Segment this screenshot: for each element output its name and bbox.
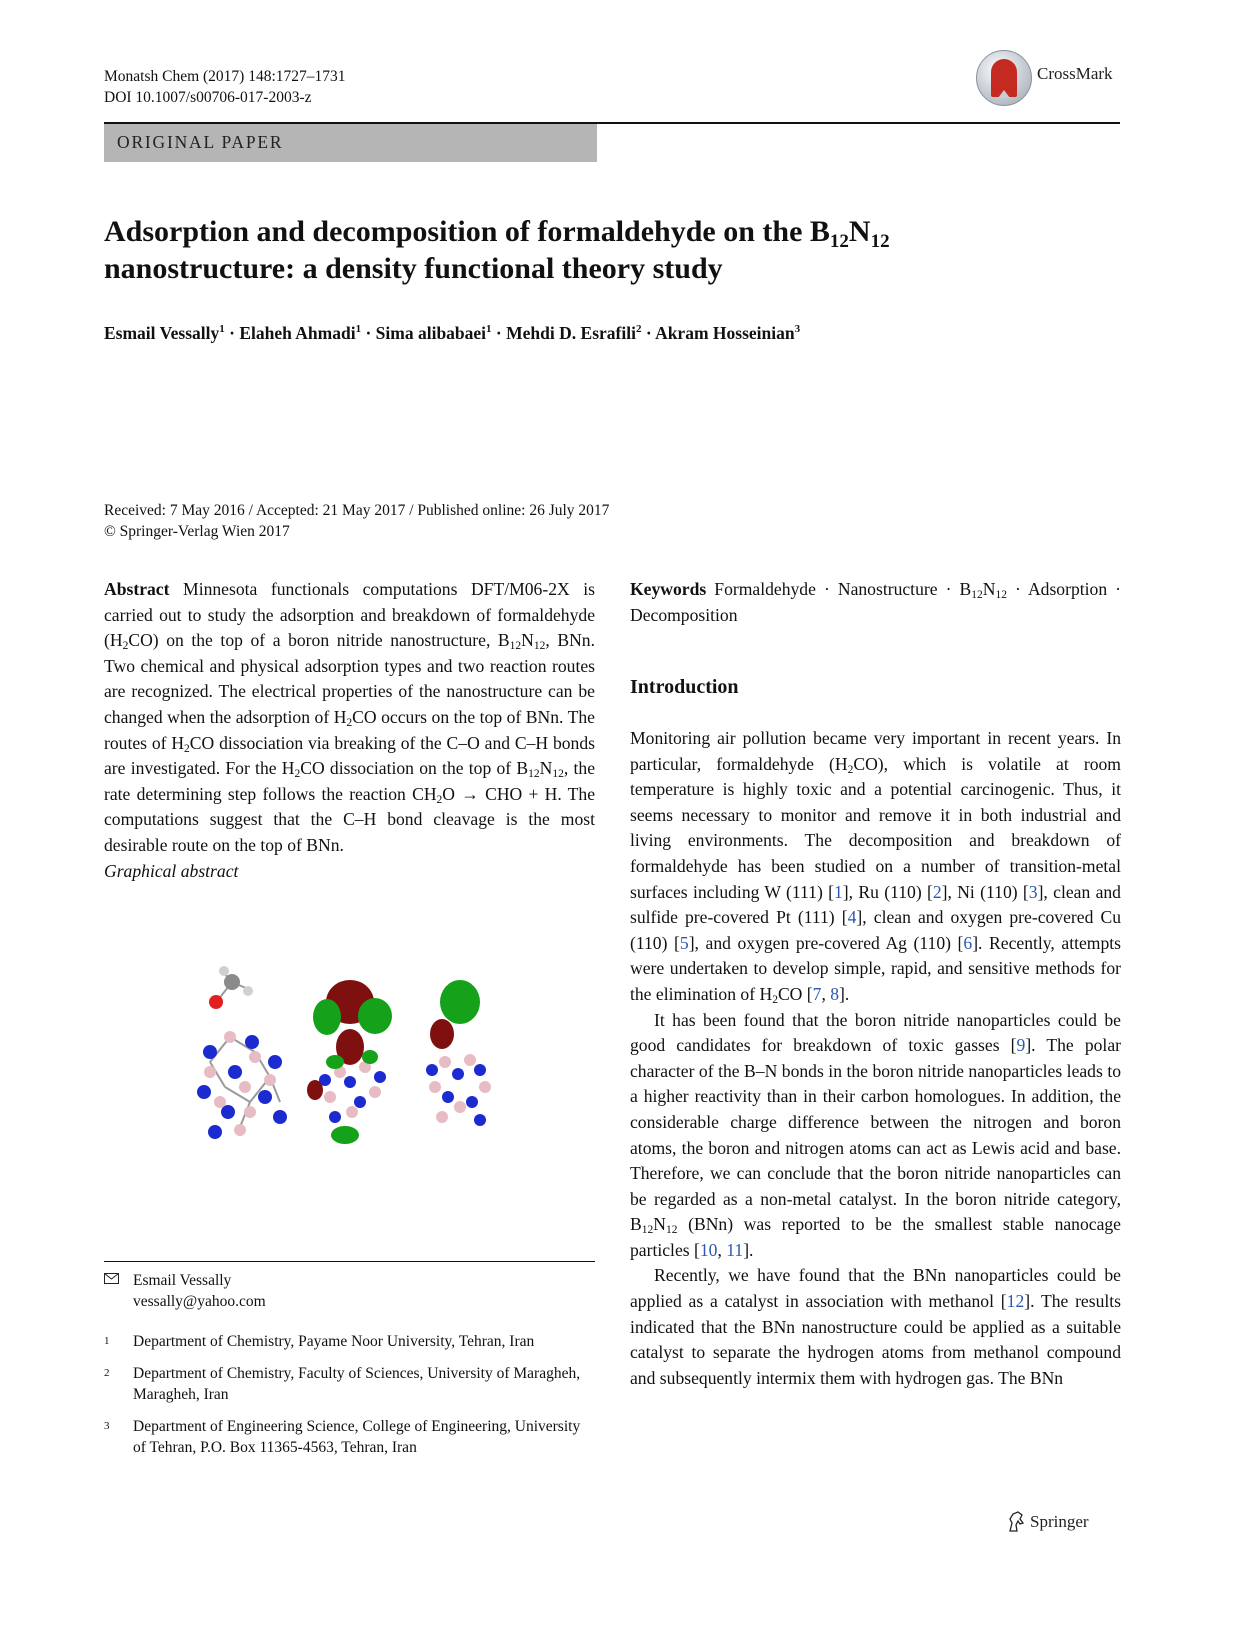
keyword: Nanostructure <box>837 579 938 599</box>
citation-link[interactable]: 10 <box>699 1239 718 1260</box>
paper-title <box>104 213 1104 287</box>
crossmark-icon <box>976 50 1032 106</box>
crossmark-label: CrossMark <box>1037 64 1113 83</box>
history-dates: Received: 7 May 2016 / Accepted: 21 May 2017 / Published online: 26 July 2017 <box>104 502 610 519</box>
crossmark-badge[interactable] <box>976 50 1126 110</box>
doi-line[interactable]: DOI 10.1007/s00706-017-2003-z <box>104 89 312 106</box>
paragraph: It has been found that the boron nitride nanoparticles could be good candidates for breakdown of toxic gasses [9]. The polar character of the B–N bonds in the boron nitride nanoparticles leads to a higher reactivity than in their carbon homologues. In addition, the considerable charge difference between the nitrogen and boron atoms, the boron and nitrogen atoms can act as Lewis acid and base. Therefore, we can conclude that the boron nitride nanoparticles can be regarded as a non-metal catalyst. In the boron nitride category, $B_{12}N_{12}$ (BNn) was reported to be the smallest stable nanocage particles [10, 11]. <box>630 1009 1121 1260</box>
paragraph: Monitoring air pollution became very important in recent years. In particular, formaldehyde $(H_2CO)$, which is volatile at room temperature is highly toxic and a potential carcinogenic. Thus, it seems necessary to monitor and remove it in both industrial and living environments. The decomposition and breakdown of formaldehyde has been studied on a number of transition-metal surfaces including W (111) [1], Ru (110) [2], Ni (110) [3], clean and sulfide pre-covered Pt (111) [4], clean and oxygen pre-covered Cu (110) [5], and oxygen pre-covered Ag (110) [6]. Recently, attempts were undertaken to develop simple, rapid, and sensitive methods for the elimination of $H_2CO$ [7, 8]. <box>630 728 1122 1006</box>
introduction-body <box>630 726 1121 1391</box>
affiliation-number: 1 <box>104 1335 110 1347</box>
author-affiliation-mark: 2 <box>635 323 642 335</box>
author-name[interactable]: Akram Hosseinian <box>655 323 795 343</box>
citation-link[interactable]: 2 <box>932 881 942 902</box>
title-subscript: 12 <box>870 231 890 252</box>
author-name[interactable]: Elaheh Ahmadi <box>239 323 356 343</box>
envelope-icon <box>104 1273 119 1284</box>
abstract-label: Abstract <box>104 579 170 599</box>
citation-link[interactable]: 1 <box>834 881 843 902</box>
affiliation <box>104 1416 595 1458</box>
paragraph: Recently, we have found that the BNn nanoparticles could be applied as a catalyst in association with methanol [12]. The results indicated that the BNn nanostructure could be applied as a suitable catalyst to separate the hydrogen atoms from methanol compound and subsequently intermix them with hydrogen gas. The BNn <box>630 1265 1122 1388</box>
correspondence <box>104 1270 595 1312</box>
publication-history <box>104 500 609 542</box>
author-affiliation-mark: 1 <box>219 323 225 335</box>
author-name[interactable]: Esmail Vessally <box>104 323 220 343</box>
article-type-bar <box>104 124 597 162</box>
article-type: ORIGINAL PAPER <box>117 132 284 152</box>
author-name[interactable]: Sima alibabaei <box>375 323 487 343</box>
author-list: Esmail Vessally$^1$ · Elaheh Ahmadi$^1$ · Sima alibabaei$^1$ · Mehdi D. Esrafili$^2$ · Akram Hosseinian$^3$ <box>104 323 801 343</box>
introduction-heading: Introduction <box>630 676 739 698</box>
citation-link[interactable]: 7 <box>812 983 822 1004</box>
citation-link[interactable]: 11 <box>726 1239 744 1260</box>
citation-link[interactable]: 9 <box>1016 1035 1026 1056</box>
citation-link[interactable]: 8 <box>830 983 840 1004</box>
keyword: Formaldehyde <box>714 579 816 599</box>
copyright: © Springer-Verlag Wien 2017 <box>104 523 290 540</box>
abstract <box>104 577 595 884</box>
graphical-abstract-image <box>180 962 520 1152</box>
journal-line: Monatsh Chem (2017) 148:1727–1731 <box>104 68 346 85</box>
citation-link[interactable]: 3 <box>1028 881 1038 902</box>
author-affiliation-mark: 1 <box>486 323 492 335</box>
keywords: Keywords Formaldehyde · Nanostructure · $B_{12}N_{12}$ · Adsorption · Decomposition <box>630 579 1122 625</box>
title-line-2: nanostructure: a density functional theory study <box>104 252 723 285</box>
author-affiliation-mark: 1 <box>355 323 362 335</box>
citation-link[interactable]: 6 <box>963 932 973 953</box>
affiliation <box>104 1331 595 1352</box>
footnote-rule <box>104 1261 595 1262</box>
author-name[interactable]: Mehdi D. Esrafili <box>506 323 636 343</box>
citation-link[interactable]: 12 <box>1006 1291 1025 1312</box>
affiliation-number: 2 <box>104 1367 110 1379</box>
author-affiliation-mark: 3 <box>794 323 801 335</box>
affiliation-text: Department of Chemistry, Faculty of Sciences, University of Maragheh, Maragheh, Iran <box>133 1365 581 1403</box>
title-part: Adsorption and decomposition of formaldehyde on the B <box>104 215 830 248</box>
keyword: Decomposition <box>630 604 738 625</box>
springer-horse-icon <box>1007 1511 1025 1533</box>
abstract-text: Minnesota functionals computations DFT/M06-2X is carried out to study the adsorption and breakdown of formaldehyde $(H_2CO)$ on the top of a boron nitride nanostructure, $B_{12}N_{12}$, BNn. Two chemical and physical adsorption types and two reaction routes are recognized. The electrical properties of the nanostructure can be changed when the adsorption of $H_2CO$ occurs on the top of BNn. The routes of $H_2CO$ dissociation via breaking of the C–O and C–H bonds are investigated. For the $H_2CO$ dissociation on the top of $B_{12}N_{12}$, the rate determining step follows the reaction $CH_2O$ → CHO + H. The computations suggest that the C–H bond cleavage is the most desirable route on the top of BNn. <box>104 579 596 855</box>
journal-citation <box>104 66 346 108</box>
publisher-name: Springer <box>1030 1512 1089 1531</box>
affiliation-text: Department of Chemistry, Payame Noor University, Tehran, Iran <box>133 1333 535 1350</box>
title-part: N <box>848 215 871 248</box>
graphical-abstract-label: Graphical abstract <box>104 860 239 881</box>
author-footnotes <box>104 1270 595 1469</box>
publisher-logo <box>1030 1512 1089 1532</box>
keyword: Adsorption <box>1027 579 1108 599</box>
affiliation <box>104 1363 595 1405</box>
title-subscript: 12 <box>829 231 849 252</box>
correspondence-email[interactable]: vessally@yahoo.com <box>133 1293 266 1310</box>
correspondence-name: Esmail Vessally <box>133 1272 232 1289</box>
affiliation-number: 3 <box>104 1420 110 1432</box>
affiliation-text: Department of Engineering Science, College of Engineering, University of Tehran, P.O. Box 11365-4563, Tehran, Iran <box>133 1418 581 1456</box>
keywords-label: Keywords <box>630 579 707 599</box>
citation-link[interactable]: 4 <box>847 907 857 928</box>
citation-link[interactable]: 5 <box>679 932 689 953</box>
keyword: $B_{12}N_{12}$ <box>959 579 1007 601</box>
